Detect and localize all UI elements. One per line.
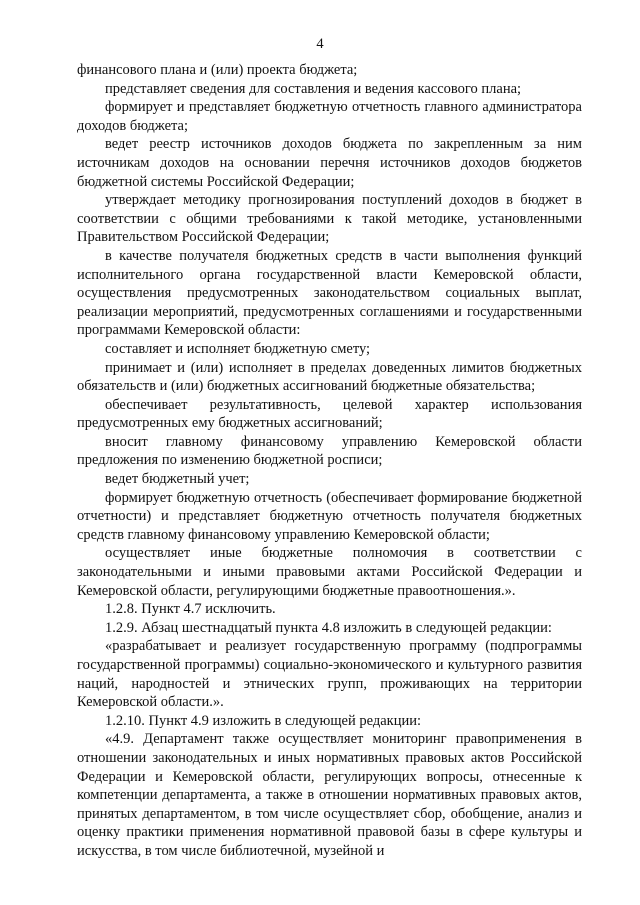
paragraph: ведет реестр источников доходов бюджета по закрепленным за ним источникам доходов на основании перечня источников доходов бюджетов бюджетной системы Российской Федерации; xyxy=(77,136,582,190)
paragraph: вносит главному финансовому управлению Кемеровской области предложения по изменению бюджетной росписи; xyxy=(77,433,582,469)
paragraph: финансового плана и (или) проекта бюджета; xyxy=(77,62,358,78)
paragraph: утверждает методику прогнозирования поступлений доходов в бюджет в соответствии с общими требованиями к такой методике, установленными Правительством Российской Федерации; xyxy=(77,192,582,246)
paragraph: принимает и (или) исполняет в пределах доведенных лимитов бюджетных обязательств и (или) бюджетных ассигнований бюджетные обязательства; xyxy=(77,359,582,395)
paragraph: «4.9. Департамент также осуществляет мониторинг правоприменения в отношении законодательных и иных нормативных правовых актов Российской Федерации и Кемеровской области, регулирующих вопросы, отнесенные к компетенции департамента, а также в отношении нормативных правовых актов, принятых департаментом, в том числе осуществляет сбор, обобщение, анализ и оценку практики применения нормативной правовой базы в сфере культуры и искусства, в том числе библиотечной, музейной и xyxy=(77,731,582,859)
paragraph: формирует бюджетную отчетность (обеспечивает формирование бюджетной отчетности) и представляет бюджетную отчетность получателя бюджетных средств главному финансовому управлению Кемеровской области; xyxy=(77,489,582,543)
paragraph: осуществляет иные бюджетные полномочия в соответствии с законодательными и иными правовыми актами Российской Федерации и Кемеровской области, регулирующими бюджетные правоотношения.». xyxy=(77,545,582,599)
paragraph: 1.2.9. Абзац шестнадцатый пункта 4.8 изложить в следующей редакции: xyxy=(105,619,552,636)
paragraph: ведет бюджетный учет; xyxy=(105,471,250,488)
document-body xyxy=(77,61,582,861)
paragraph: 1.2.8. Пункт 4.7 исключить. xyxy=(105,601,276,618)
paragraph: формирует и представляет бюджетную отчетность главного администратора доходов бюджета; xyxy=(77,99,582,134)
paragraph: представляет сведения для составления и ведения кассового плана; xyxy=(105,80,522,97)
paragraph: составляет и исполняет бюджетную смету; xyxy=(105,340,371,357)
paragraph: обеспечивает результативность, целевой характер использования предусмотренных ему бюджетных ассигнований; xyxy=(77,396,582,432)
paragraph: «разрабатывает и реализует государственную программу (подпрограммы государственной программы) социально-экономического и культурного развития наций, народностей и этнических групп, проживающих на территории Кемеровской области.». xyxy=(77,638,582,711)
paragraph: в качестве получателя бюджетных средств в части выполнения функций исполнительного органа государственной власти Кемеровской области, осуществления предусмотренных законодательством социальных выплат, реализации мероприятий, предусмотренных соглашениями и государственными программами Кемеровской области: xyxy=(77,247,582,339)
paragraph: 1.2.10. Пункт 4.9 изложить в следующей редакции: xyxy=(105,712,422,729)
page-number: 4 xyxy=(316,36,324,52)
